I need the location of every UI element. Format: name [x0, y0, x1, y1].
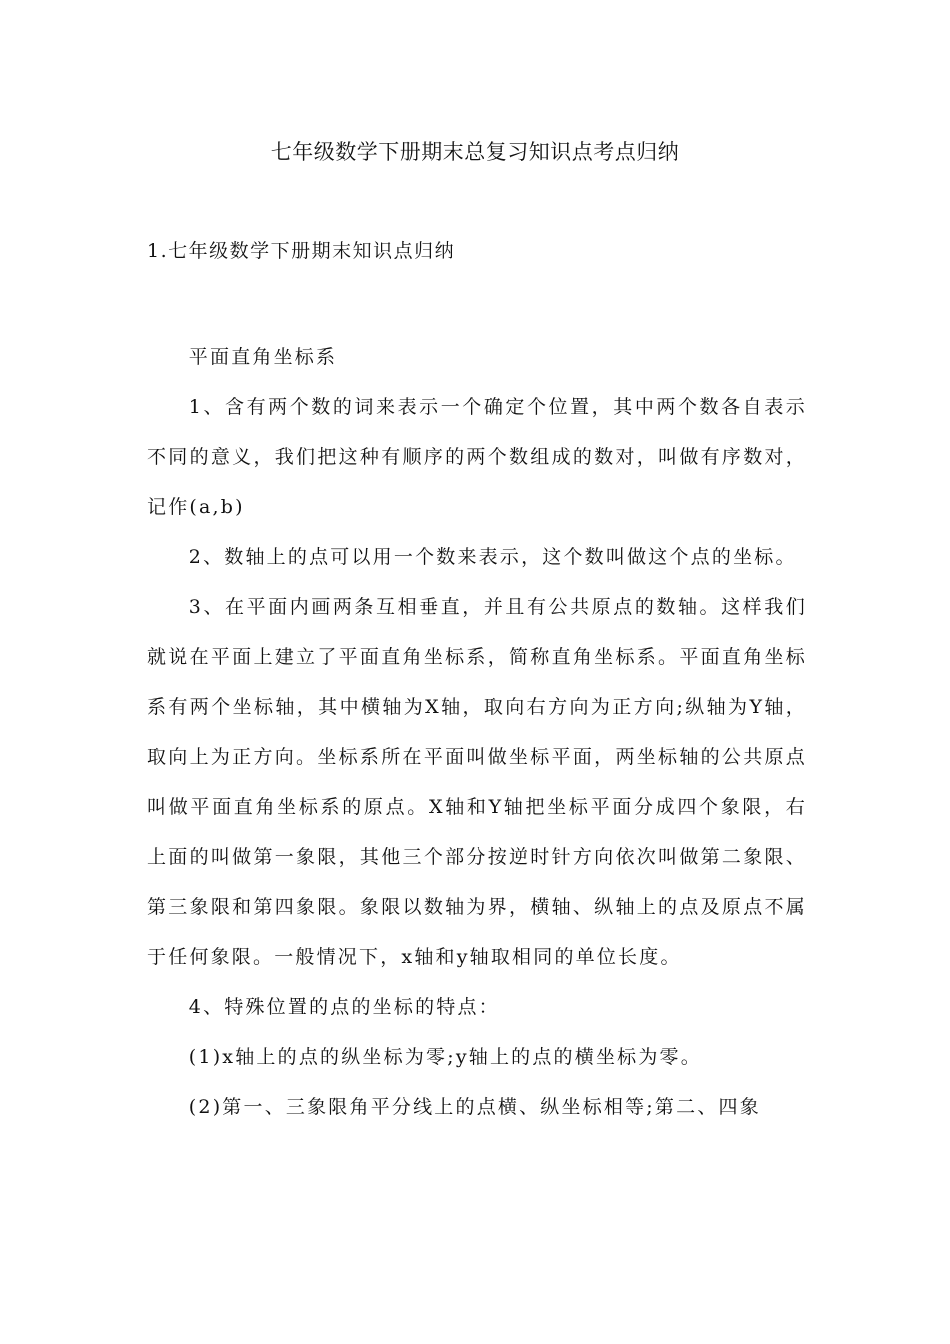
paragraph-ordered-pair: 1、含有两个数的词来表示一个确定个位置，其中两个数各自表示不同的意义，我们把这种有顺序的两个数组成的数对，叫做有序数对，记作(a,b) — [147, 396, 807, 518]
document-body — [147, 332, 807, 1132]
paragraph-special-points: 4、特殊位置的点的坐标的特点： — [188, 996, 500, 1018]
section-heading: 1.七年级数学下册期末知识点归纳 — [147, 240, 456, 262]
paragraph-bisector-points: (2)第一、三象限角平分线上的点横、纵坐标相等;第二、四象 — [188, 1096, 761, 1118]
paragraph-axis-points: (1)x轴上的点的纵坐标为零;y轴上的点的横坐标为零。 — [188, 1046, 702, 1068]
paragraph-cartesian-system: 3、在平面内画两条互相垂直，并且有公共原点的数轴。这样我们就说在平面上建立了平面直角坐标系，简称直角坐标系。平面直角坐标系有两个坐标轴，其中横轴为X轴，取向右方向为正方向;纵轴为Y轴，取向上为正方向。坐标系所在平面叫做坐标平面，两坐标轴的公共原点叫做平面直角坐标系的原点。X轴和Y轴把坐标平面分成四个象限，右上面的叫做第一象限，其他三个部分按逆时针方向依次叫做第二象限、第三象限和第四象限。象限以数轴为界，横轴、纵轴上的点及原点不属于任何象限。一般情况下，x轴和y轴取相同的单位长度。 — [147, 596, 807, 968]
paragraph-number-line: 2、数轴上的点可以用一个数来表示，这个数叫做这个点的坐标。 — [188, 546, 797, 568]
document-title: 七年级数学下册期末总复习知识点考点归纳 — [270, 140, 680, 164]
subheading-coordinate-system: 平面直角坐标系 — [188, 346, 338, 368]
